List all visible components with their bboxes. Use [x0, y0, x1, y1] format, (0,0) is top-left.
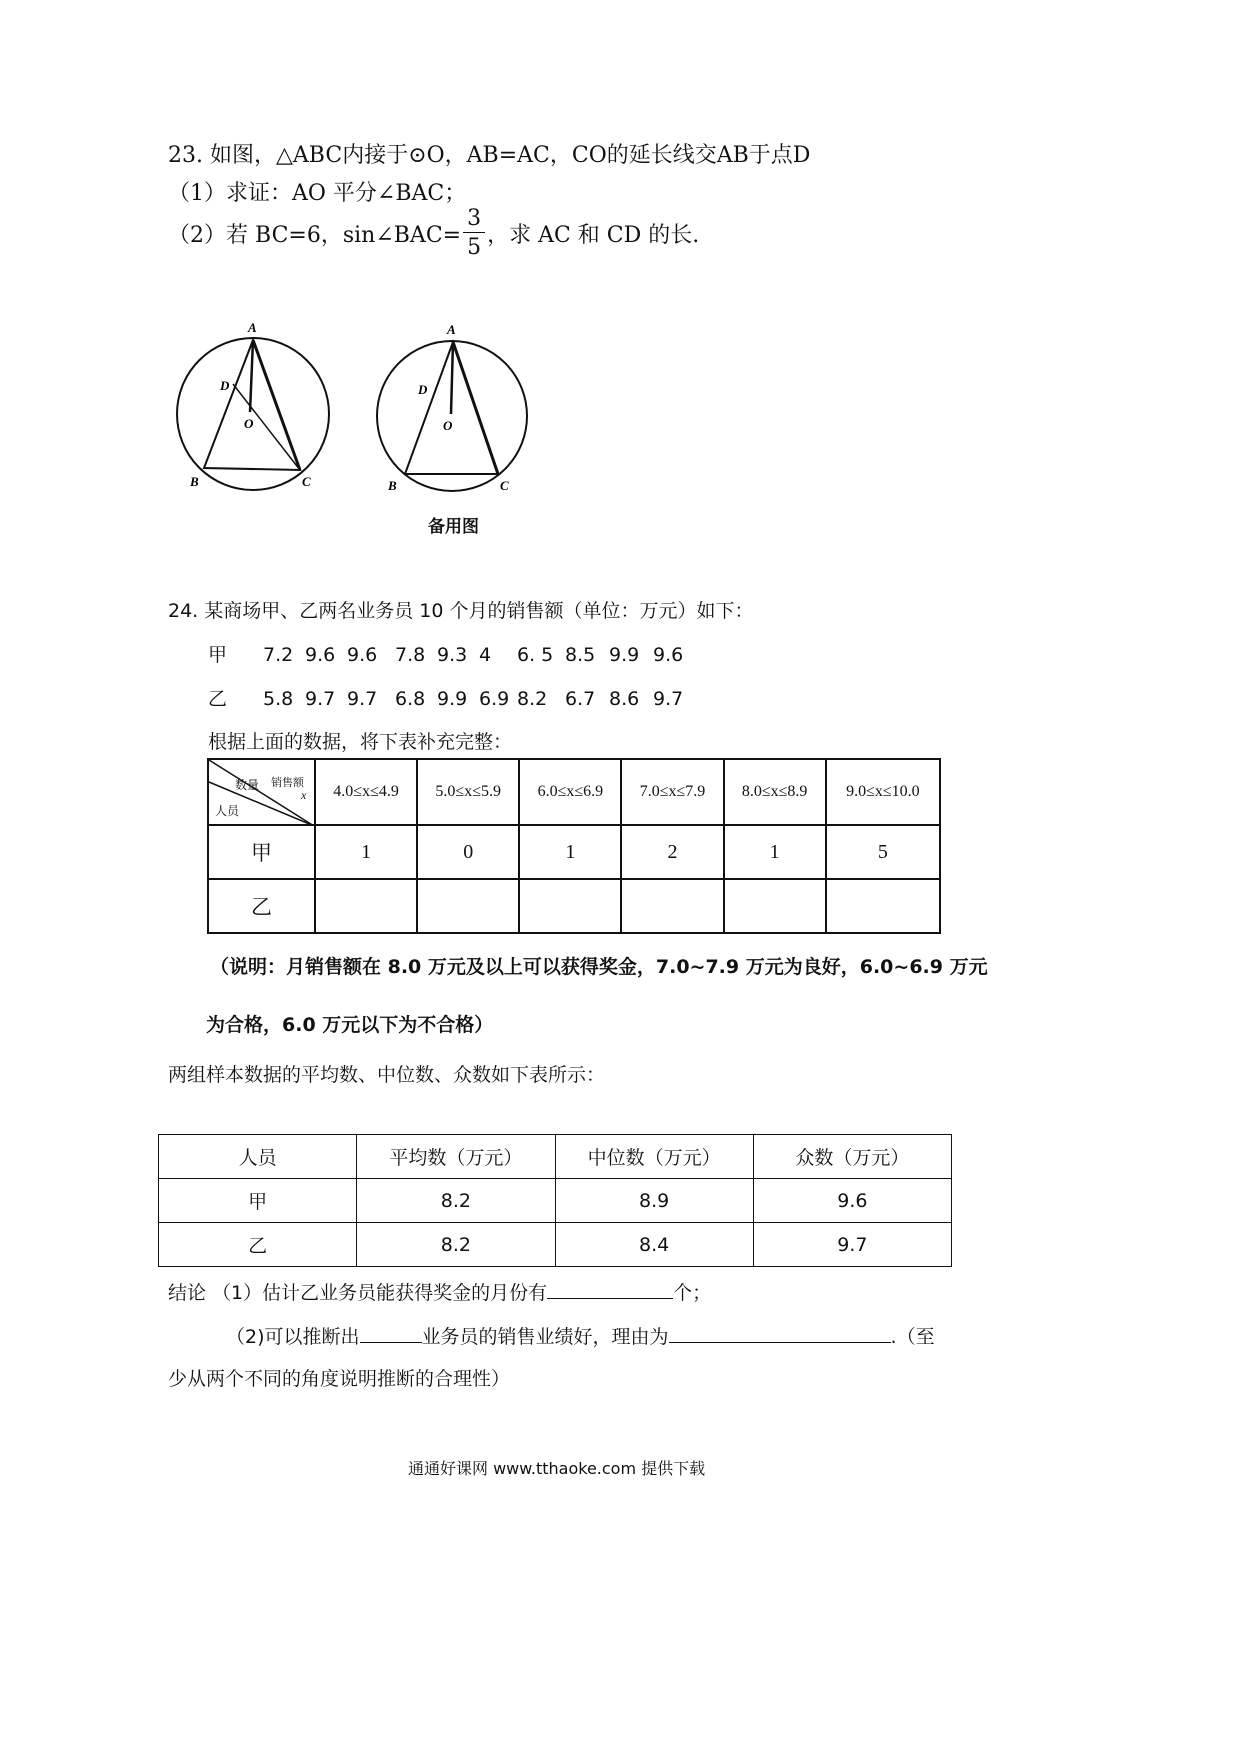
value-cell: 6.9	[479, 688, 510, 710]
table-cell: 8.2	[357, 1179, 555, 1223]
blank-cell[interactable]	[519, 879, 621, 933]
table-cell: 5	[826, 825, 940, 879]
stats-intro: 两组样本数据的平均数、中位数、众数如下表所示：	[168, 1064, 606, 1086]
column-header: 9.0≤x≤10.0	[826, 759, 940, 825]
value-cell: 9.6	[347, 644, 378, 666]
value-cell: 9.7	[305, 688, 336, 710]
value-cell: 7.8	[395, 644, 426, 666]
row-label: 甲	[208, 825, 315, 879]
note-line-2: 为合格，6.0 万元以下为不合格）	[206, 1014, 494, 1036]
data-row-jia	[208, 640, 697, 667]
geometry-figures	[160, 310, 560, 540]
value-cell: 8.5	[565, 644, 596, 666]
column-header: 5.0≤x≤5.9	[417, 759, 519, 825]
note-line-1: （说明：月销售额在 8.0 万元及以上可以获得奖金，7.0~7.9 万元为良好，6.0~6.9 万元	[210, 956, 988, 978]
label-c: C	[302, 474, 311, 489]
table-row	[208, 825, 940, 879]
value-cell: 9.3	[437, 644, 468, 666]
segment-ac-spare	[453, 342, 498, 474]
q23-part1: （1）求证：AO 平分∠BAC；	[168, 181, 467, 206]
q24-instruction: 根据上面的数据，将下表补充完整：	[208, 731, 513, 753]
conclusion-2-mid: 业务员的销售业绩好，理由为	[421, 1326, 669, 1348]
value-cell: 6.7	[565, 688, 596, 710]
stats-table	[158, 1134, 952, 1267]
conclusion-3: 少从两个不同的角度说明推断的合理性）	[168, 1368, 511, 1390]
fraction-numerator: 3	[463, 208, 485, 233]
table-cell: 8.9	[555, 1179, 753, 1223]
value-cell: 9.6	[653, 644, 684, 666]
table-cell: 乙	[159, 1223, 357, 1267]
column-header: 众数（万元）	[753, 1135, 951, 1179]
table-row	[159, 1223, 952, 1267]
frequency-table	[207, 758, 941, 934]
fraction-denominator: 5	[467, 235, 482, 260]
value-cell: 8.6	[609, 688, 640, 710]
label-o: O	[244, 416, 254, 431]
blank-cell[interactable]	[315, 879, 417, 933]
table-cell: 8.2	[357, 1223, 555, 1267]
table-cell: 甲	[159, 1179, 357, 1223]
corner-label-sales: 销售额	[271, 776, 304, 789]
value-cell: 8.2	[517, 688, 548, 710]
table-cell: 0	[417, 825, 519, 879]
label-a-spare: A	[447, 322, 456, 337]
column-header: 中位数（万元）	[555, 1135, 753, 1179]
conclusion-1	[168, 1278, 711, 1305]
row-label-yi: 乙	[208, 688, 228, 710]
table-cell: 1	[315, 825, 417, 879]
value-cell: 9.9	[609, 644, 640, 666]
label-d: D	[220, 378, 230, 393]
conclusion-2-text: （2)可以推断出	[226, 1326, 360, 1348]
value-cell: 5.8	[263, 688, 294, 710]
table-cell: 1	[724, 825, 826, 879]
table-row	[208, 879, 940, 933]
label-a: A	[248, 320, 257, 335]
column-header: 4.0≤x≤4.9	[315, 759, 417, 825]
q23-statement: 23. 如图，△ABC内接于⊙O，AB=AC，CO的延长线交AB于点D	[168, 143, 811, 168]
data-row-yi	[208, 684, 697, 711]
column-header: 人员	[159, 1135, 357, 1179]
label-d-spare: D	[418, 382, 428, 397]
segment-ac	[253, 340, 300, 470]
value-cell: 7.2	[263, 644, 294, 666]
column-header: 8.0≤x≤8.9	[724, 759, 826, 825]
table-cell: 1	[519, 825, 621, 879]
figure-main	[177, 320, 329, 490]
answer-blank[interactable]	[360, 1324, 422, 1343]
value-cell: 9.6	[305, 644, 336, 666]
q23-part2	[168, 208, 699, 259]
table-cell: 2	[621, 825, 723, 879]
column-header: 7.0≤x≤7.9	[621, 759, 723, 825]
table-header-row	[208, 759, 940, 825]
value-cell: 9.7	[347, 688, 378, 710]
value-cell: 9.9	[437, 688, 468, 710]
row-label: 乙	[208, 879, 315, 933]
table-corner-cell	[208, 759, 315, 825]
segment-ao-spare	[451, 342, 453, 414]
label-o-spare: O	[443, 418, 453, 433]
fraction	[463, 208, 485, 259]
column-header: 平均数（万元）	[357, 1135, 555, 1179]
blank-cell[interactable]	[826, 879, 940, 933]
answer-blank[interactable]	[669, 1324, 891, 1343]
value-cell: 6.8	[395, 688, 426, 710]
q23-part2-pre: （2）若 BC=6，sin∠BAC=	[168, 223, 462, 248]
conclusion-2	[226, 1322, 935, 1349]
blank-cell[interactable]	[724, 879, 826, 933]
corner-label-x: x	[301, 788, 307, 802]
conclusion-1-text: 结论 （1）估计乙业务员能获得奖金的月份有	[168, 1282, 548, 1304]
row-label-jia: 甲	[208, 644, 228, 666]
value-cell: 9.7	[653, 688, 684, 710]
column-header: 6.0≤x≤6.9	[519, 759, 621, 825]
table-row	[159, 1179, 952, 1223]
table-cell: 9.7	[753, 1223, 951, 1267]
q24-intro: 24. 某商场甲、乙两名业务员 10 个月的销售额（单位：万元）如下：	[168, 600, 754, 622]
q23-part2-post: ，求 AC 和 CD 的长.	[487, 223, 700, 248]
corner-label-person: 人员	[215, 804, 240, 818]
answer-blank[interactable]	[547, 1280, 673, 1299]
table-cell: 8.4	[555, 1223, 753, 1267]
conclusion-2-suffix: .（至	[890, 1326, 935, 1348]
figure-caption: 备用图	[428, 517, 479, 537]
blank-cell[interactable]	[621, 879, 723, 933]
table-cell: 9.6	[753, 1179, 951, 1223]
corner-label-quantity: 数量	[235, 778, 260, 792]
label-b-spare: B	[388, 478, 397, 493]
figure-spare	[377, 322, 527, 493]
page-footer: 通通好课网 www.tthaoke.com 提供下载	[408, 1459, 706, 1478]
value-cell: 6. 5	[517, 644, 554, 666]
segment-ao	[250, 340, 253, 412]
label-b: B	[190, 474, 199, 489]
stats-header-row	[159, 1135, 952, 1179]
label-c-spare: C	[500, 478, 509, 493]
blank-cell[interactable]	[417, 879, 519, 933]
conclusion-1-suffix: 个；	[673, 1282, 712, 1304]
value-cell: 4	[479, 644, 492, 666]
